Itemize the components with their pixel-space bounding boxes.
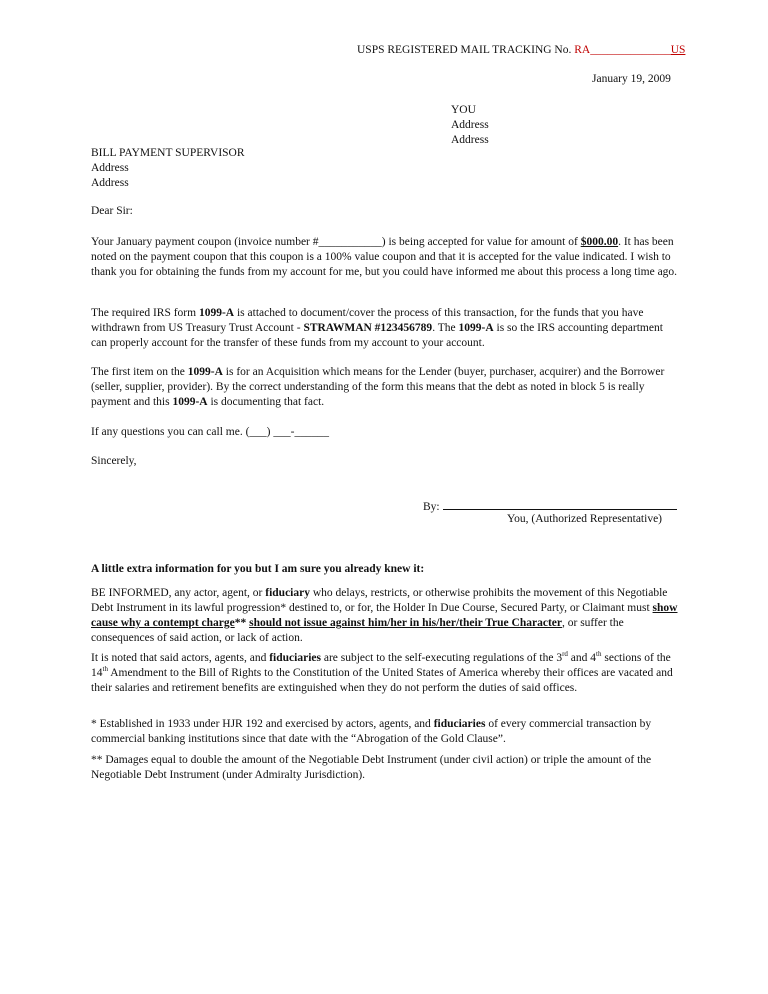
salutation: Dear Sir: — [91, 205, 133, 217]
tracking-line — [357, 44, 685, 56]
tracking-label: USPS REGISTERED MAIL TRACKING No. — [357, 44, 572, 56]
signature-blank — [443, 499, 677, 510]
extra-heading: A little extra information for you but I am sure you already knew it: — [91, 563, 425, 575]
recipient-name: BILL PAYMENT SUPERVISOR — [91, 147, 245, 159]
signature-title: You, (Authorized Representative) — [507, 513, 663, 525]
recipient-address-1: Address — [91, 162, 129, 174]
phone-line: If any questions you can call me. (___) ___-______ — [91, 426, 329, 438]
sender-address-2: Address — [451, 134, 489, 146]
paragraph-2: The required IRS form 1099-A is attached to document/cover the process of this transaction, for the funds that you have withdrawn from US Treasury Trust Account - STRAWMAN #123456789. The 1099-A is so the IRS accounting department can properly account for the transfer of these funds from my account to your account. — [91, 307, 663, 349]
extra-paragraph-1: BE INFORMED, any actor, agent, or fiduciary who delays, restricts, or otherwise prohibits the movement of this Negotiable Debt Instrument in its lawful progression* destined to, or for, the Holder In Due Course, Secured Party, or Claimant must show cause why a contempt charge** should not issue against him/her in his/her/their True Character, or suffer the consequences of said action, or lack of action. — [91, 587, 678, 644]
paragraph-3: The first item on the 1099-A is for an Acquisition which means for the Lender (buyer, purchaser, acquirer) and the Borrower (seller, supplier, provider). By the correct understanding of the form this means that the debt as noted in block 5 is really payment and this 1099-A is documenting that fact. — [91, 366, 665, 408]
sender-block — [451, 103, 489, 148]
letter-date: January 19, 2009 — [592, 73, 671, 85]
sender-name: YOU — [451, 104, 476, 116]
sender-address-1: Address — [451, 119, 489, 131]
extra-paragraph-4: ** Damages equal to double the amount of the Negotiable Debt Instrument (under civil action) or triple the amount of the Negotiable Debt Instrument (under Admiralty Jurisdiction). — [91, 754, 652, 781]
by-label: By: — [423, 501, 440, 513]
paragraph-1: Your January payment coupon (invoice number #___________) is being accepted for value for amount of $000.00. It has been noted on the payment coupon that this coupon is a 100% value coupon and that it is accepted for the value indicated. I wish to thank you for obtaining the funds from my account for me, but you could have informed me about this process a long time ago. — [91, 236, 678, 278]
signature-line — [423, 499, 677, 513]
strawman-account: STRAWMAN #123456789 — [303, 322, 433, 334]
tracking-blank: ______________ — [590, 44, 671, 56]
extra-paragraph-2: It is noted that said actors, agents, and fiduciaries are subject to the self-executing regulations of the 3rd and 4th sections of the 14th Amendment to the Bill of Rights to the Constitution of the United States of America whereby their offices are vacated and their salaries and retirement benefits are extinguished when they do not perform the duties of said offices. — [91, 650, 673, 694]
amount: $000.00 — [580, 236, 619, 248]
tracking-suffix: US — [670, 44, 686, 56]
recipient-block — [91, 146, 245, 191]
extra-paragraph-3: * Established in 1933 under HJR 192 and exercised by actors, agents, and fiduciaries of every commercial transaction by commercial banking institutions since that date with the “Abrogation of the Gold Clause”. — [91, 718, 652, 745]
recipient-address-2: Address — [91, 177, 129, 189]
closing: Sincerely, — [91, 455, 137, 467]
tracking-prefix: RA — [574, 44, 591, 56]
